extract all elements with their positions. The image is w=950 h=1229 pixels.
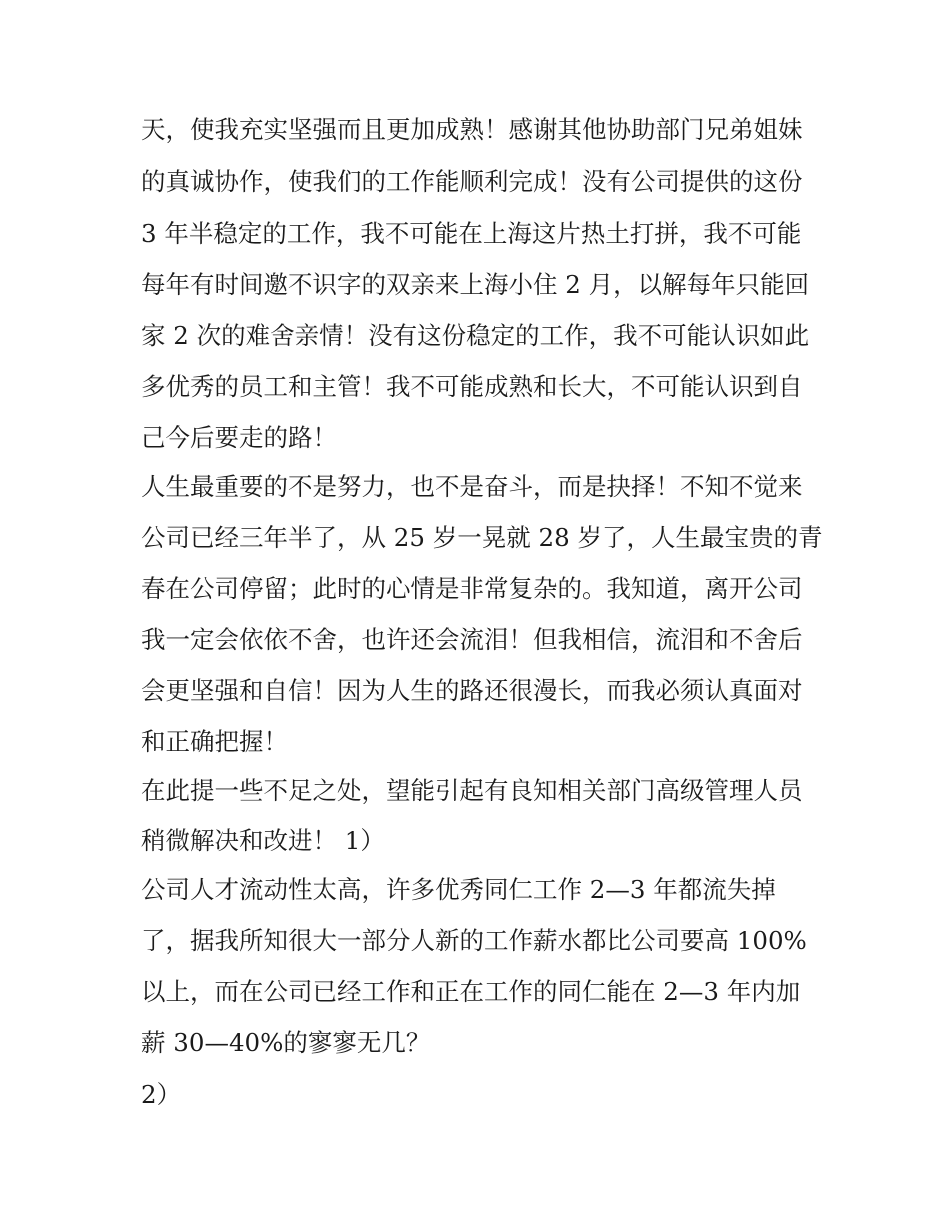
text-line: 家 2 次的难舍亲情！没有这份稳定的工作，我不可能认识如此 — [141, 321, 810, 350]
text-line: 的真诚协作，使我们的工作能顺利完成！没有公司提供的这份 — [141, 167, 803, 196]
text-line: 人生最重要的不是努力，也不是奋斗，而是抉择！不知不觉来 — [141, 472, 803, 501]
text-line: 己今后要走的路！ — [141, 423, 337, 452]
text-line: 天，使我充实坚强而且更加成熟！感谢其他协助部门兄弟姐妹 — [141, 115, 803, 144]
text-line: 和正确把握！ — [141, 727, 288, 756]
text-line: 每年有时间邀不识字的双亲来上海小住 2 月，以解每年只能回 — [141, 270, 810, 299]
text-line: 公司已经三年半了，从 25 岁一晃就 28 岁了，人生最宝贵的青 — [141, 523, 823, 552]
text-line: 在此提一些不足之处，望能引起有良知相关部门高级管理人员 — [141, 776, 803, 805]
text-line: 3 年半稳定的工作，我不可能在上海这片热土打拼，我不可能 — [141, 219, 802, 248]
text-line: 我一定会依依不舍，也许还会流泪！但我相信，流泪和不舍后 — [141, 625, 803, 654]
text-line: 以上，而在公司已经工作和正在工作的同仁能在 2—3 年内加 — [141, 977, 801, 1006]
text-line: 2） — [141, 1080, 182, 1109]
text-line: 公司人才流动性太高，许多优秀同仁工作 2—3 年都流失掉 — [141, 875, 776, 904]
text-line: 会更坚强和自信！因为人生的路还很漫长，而我必须认真面对 — [141, 676, 803, 705]
text-line: 春在公司停留；此时的心情是非常复杂的。我知道，离开公司 — [141, 574, 803, 603]
text-line: 多优秀的员工和主管！我不可能成熟和长大，不可能认识到自 — [141, 372, 803, 401]
text-line: 稍微解决和改进！ 1） — [141, 826, 385, 855]
text-line: 了，据我所知很大一部分人新的工作薪水都比公司要高 100% — [141, 926, 807, 955]
text-line: 薪 30—40%的寥寥无几？ — [141, 1028, 431, 1057]
